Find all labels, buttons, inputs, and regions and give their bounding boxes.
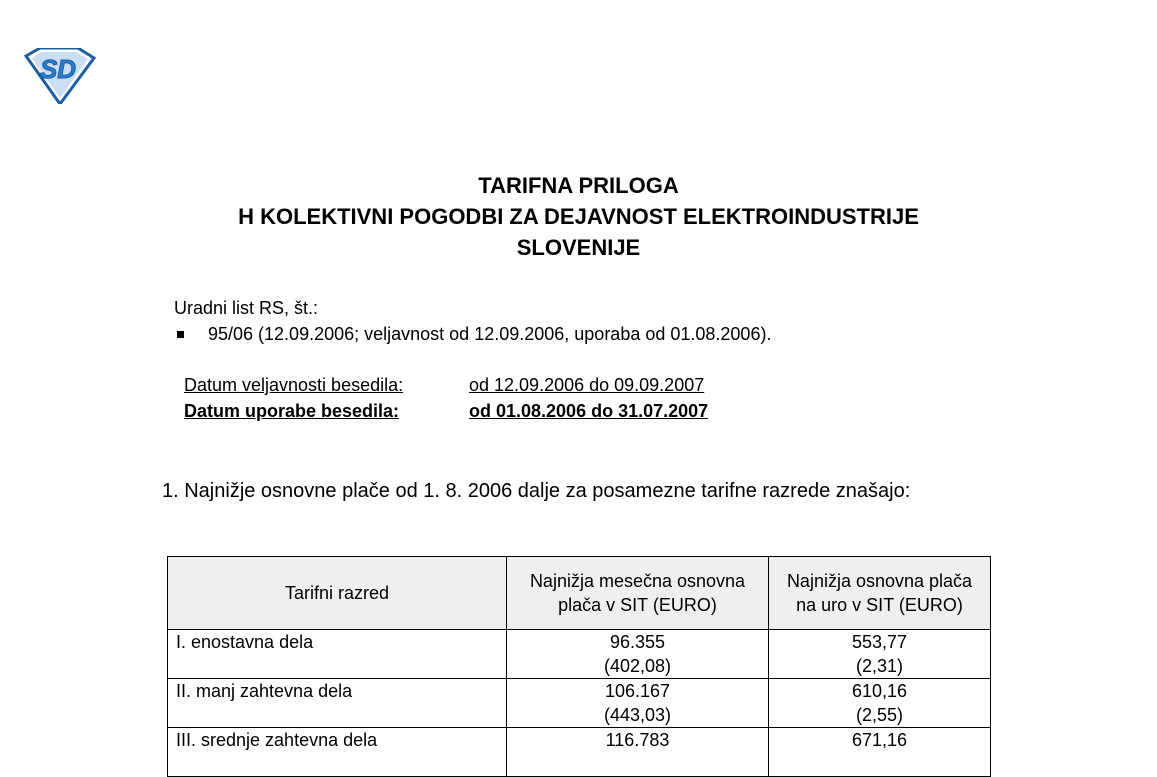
monthly-pay-cell: [507, 679, 769, 728]
header-tariff-class: Tarifni razred: [168, 557, 507, 630]
logo-lettering: SD: [39, 54, 77, 84]
hourly-pay-sit: 671,16: [851, 730, 908, 750]
gazette-heading: Uradni list RS, št.:: [174, 298, 319, 318]
intro-paragraph: 1. Najnižje osnovne plače od 1. 8. 2006 dalje za posamezne tarifne razrede znašajo:: [162, 480, 911, 502]
tariff-class-cell: I. enostavna dela: [168, 630, 507, 679]
table-row: [168, 630, 991, 679]
header-monthly-pay: Najnižja mesečna osnovna plača v SIT (EURO): [507, 557, 769, 630]
official-gazette-section: [174, 295, 771, 347]
dates-section: [184, 372, 708, 424]
use-date-label: Datum uporabe besedila:: [184, 401, 400, 421]
table-header-row: [168, 557, 991, 630]
hourly-pay-eur: (2,55): [855, 705, 904, 725]
document-title: [0, 170, 1157, 263]
monthly-pay-eur: (402,08): [603, 656, 672, 676]
table-row: [168, 679, 991, 728]
monthly-pay-cell: [507, 728, 769, 777]
hourly-pay-cell: [769, 630, 991, 679]
bullet-icon: [177, 331, 184, 338]
hourly-pay-sit: 610,16: [851, 681, 908, 701]
monthly-pay-sit: 116.783: [605, 730, 670, 750]
monthly-pay-eur: (443,03): [603, 705, 672, 725]
title-line-2: H KOLEKTIVNI POGODBI ZA DEJAVNOST ELEKTROINDUSTRIJE: [238, 204, 919, 229]
hourly-pay-sit: 553,77: [851, 632, 908, 652]
tariff-class-cell: III. srednje zahtevna dela: [168, 728, 507, 777]
title-line-1: TARIFNA PRILOGA: [478, 173, 679, 198]
hourly-pay-eur: (2,31): [855, 656, 904, 676]
monthly-pay-sit: 106.167: [604, 681, 671, 701]
tariff-table: [167, 556, 991, 777]
monthly-pay-sit: 96.355: [609, 632, 666, 652]
hourly-pay-cell: [769, 679, 991, 728]
gazette-item: [174, 321, 771, 347]
header-hourly-pay: Najnižja osnovna plača na uro v SIT (EURO): [769, 557, 991, 630]
use-date-value: od 01.08.2006 do 31.07.2007: [469, 401, 709, 421]
gazette-item-text: 95/06 (12.09.2006; veljavnost od 12.09.2006, uporaba od 01.08.2006).: [208, 324, 772, 344]
hourly-pay-cell: [769, 728, 991, 777]
company-logo: [22, 48, 96, 104]
validity-date-row: [184, 372, 708, 398]
validity-date-value: od 12.09.2006 do 09.09.2007: [469, 375, 705, 395]
tariff-class-cell: II. manj zahtevna dela: [168, 679, 507, 728]
monthly-pay-cell: [507, 630, 769, 679]
table-row: [168, 728, 991, 777]
title-line-3: SLOVENIJE: [516, 235, 641, 260]
validity-date-label: Datum veljavnosti besedila:: [184, 375, 404, 395]
use-date-row: [184, 398, 708, 424]
